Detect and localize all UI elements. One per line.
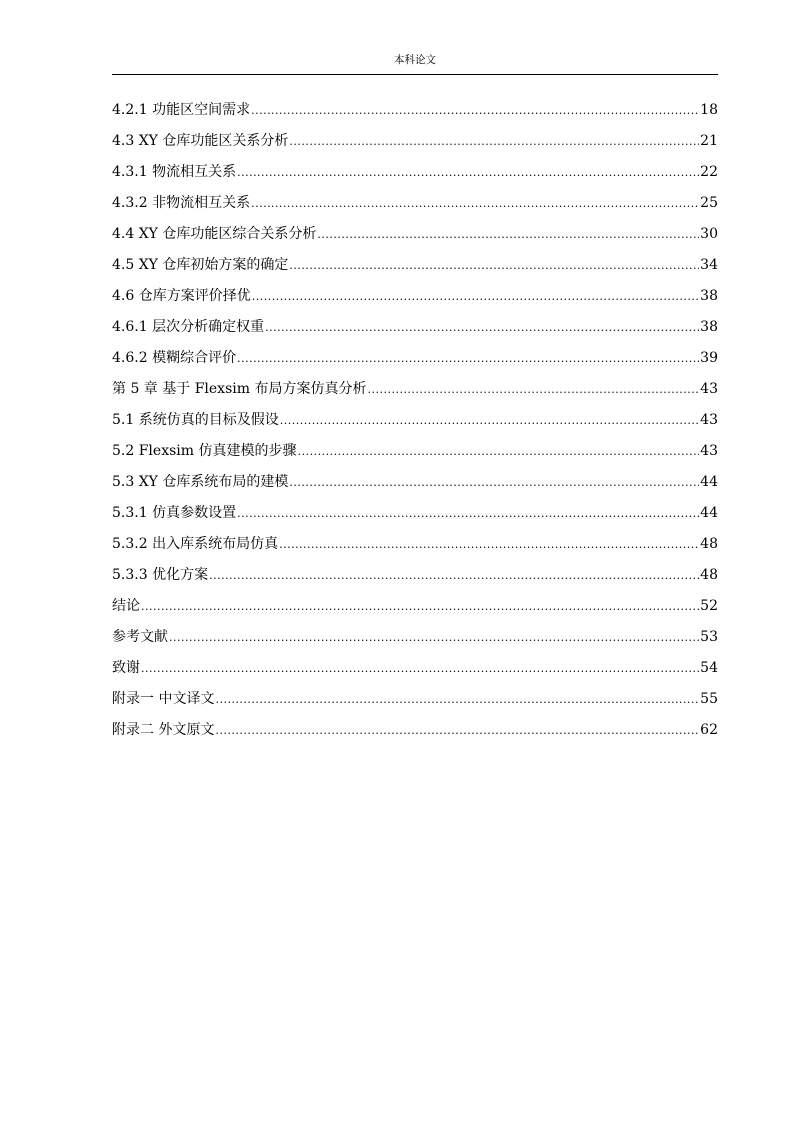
table-of-contents bbox=[112, 100, 718, 751]
toc-entry[interactable] bbox=[112, 224, 718, 255]
toc-leader-dots bbox=[289, 256, 699, 276]
toc-entry[interactable] bbox=[112, 627, 718, 658]
toc-entry-page: 55 bbox=[700, 691, 718, 707]
toc-entry-page: 54 bbox=[700, 660, 718, 676]
toc-entry-page: 52 bbox=[700, 598, 718, 614]
toc-entry[interactable] bbox=[112, 286, 718, 317]
toc-entry-page: 48 bbox=[700, 536, 718, 552]
toc-entry[interactable] bbox=[112, 100, 718, 131]
toc-leader-dots bbox=[237, 504, 699, 524]
toc-entry-label: 5.2 Flexsim 仿真建模的步骤 bbox=[112, 443, 297, 459]
toc-entry-label: 结论 bbox=[112, 598, 140, 614]
toc-entry[interactable] bbox=[112, 658, 718, 689]
toc-leader-dots bbox=[367, 380, 699, 400]
toc-entry-page: 21 bbox=[700, 133, 718, 149]
toc-leader-dots bbox=[280, 411, 699, 431]
toc-entry-label: 参考文献 bbox=[112, 629, 168, 645]
header-title: 本科论文 bbox=[394, 54, 436, 66]
page-header bbox=[112, 52, 718, 75]
toc-entry[interactable] bbox=[112, 689, 718, 720]
toc-entry[interactable] bbox=[112, 441, 718, 472]
toc-entry-label: 4.5 XY 仓库初始方案的确定 bbox=[112, 257, 289, 273]
toc-entry-label: 4.3.2 非物流相互关系 bbox=[112, 195, 251, 211]
toc-leader-dots bbox=[251, 194, 699, 214]
toc-entry[interactable] bbox=[112, 317, 718, 348]
toc-entry-label: 4.3.1 物流相互关系 bbox=[112, 164, 237, 180]
toc-leader-dots bbox=[317, 225, 699, 245]
toc-entry[interactable] bbox=[112, 720, 718, 751]
toc-entry-page: 43 bbox=[700, 412, 718, 428]
toc-leader-dots bbox=[237, 163, 699, 183]
toc-leader-dots bbox=[215, 721, 699, 741]
toc-entry-page: 38 bbox=[700, 288, 718, 304]
toc-entry-label: 第 5 章 基于 Flexsim 布局方案仿真分析 bbox=[112, 381, 367, 397]
toc-entry-label: 4.6.2 模糊综合评价 bbox=[112, 350, 237, 366]
toc-leader-dots bbox=[279, 535, 699, 555]
toc-leader-dots bbox=[215, 690, 699, 710]
toc-entry-label: 4.4 XY 仓库功能区综合关系分析 bbox=[112, 226, 317, 242]
toc-entry-label: 5.3.3 优化方案 bbox=[112, 567, 209, 583]
toc-entry-page: 18 bbox=[700, 102, 718, 118]
toc-entry[interactable] bbox=[112, 255, 718, 286]
toc-entry-page: 44 bbox=[700, 474, 718, 490]
toc-leader-dots bbox=[251, 101, 699, 121]
toc-entry-page: 39 bbox=[700, 350, 718, 366]
toc-leader-dots bbox=[209, 566, 699, 586]
toc-entry-page: 62 bbox=[700, 722, 718, 738]
toc-entry[interactable] bbox=[112, 162, 718, 193]
toc-entry-page: 48 bbox=[700, 567, 718, 583]
toc-leader-dots bbox=[252, 287, 699, 307]
toc-leader-dots bbox=[141, 659, 699, 679]
toc-entry[interactable] bbox=[112, 193, 718, 224]
toc-entry[interactable] bbox=[112, 596, 718, 627]
toc-entry[interactable] bbox=[112, 379, 718, 410]
toc-leader-dots bbox=[141, 597, 699, 617]
toc-entry-label: 附录一 中文译文 bbox=[112, 691, 215, 707]
toc-entry[interactable] bbox=[112, 565, 718, 596]
toc-entry-label: 5.3.1 仿真参数设置 bbox=[112, 505, 237, 521]
toc-entry-label: 5.1 系统仿真的目标及假设 bbox=[112, 412, 279, 428]
toc-entry-page: 44 bbox=[700, 505, 718, 521]
toc-leader-dots bbox=[265, 318, 699, 338]
toc-entry-label: 4.3 XY 仓库功能区关系分析 bbox=[112, 133, 289, 149]
toc-entry-label: 5.3 XY 仓库系统布局的建模 bbox=[112, 474, 289, 490]
toc-entry[interactable] bbox=[112, 534, 718, 565]
toc-leader-dots bbox=[289, 132, 699, 152]
toc-entry[interactable] bbox=[112, 410, 718, 441]
toc-entry[interactable] bbox=[112, 503, 718, 534]
toc-entry-label: 附录二 外文原文 bbox=[112, 722, 215, 738]
toc-leader-dots bbox=[289, 473, 699, 493]
toc-entry-label: 4.6 仓库方案评价择优 bbox=[112, 288, 251, 304]
toc-entry[interactable] bbox=[112, 472, 718, 503]
toc-entry-page: 34 bbox=[700, 257, 718, 273]
toc-entry-label: 致谢 bbox=[112, 660, 140, 676]
toc-entry[interactable] bbox=[112, 131, 718, 162]
toc-entry-label: 5.3.2 出入库系统布局仿真 bbox=[112, 536, 279, 552]
toc-entry-page: 43 bbox=[700, 381, 718, 397]
toc-entry-page: 43 bbox=[700, 443, 718, 459]
toc-leader-dots bbox=[169, 628, 699, 648]
toc-entry-page: 30 bbox=[700, 226, 718, 242]
toc-leader-dots bbox=[297, 442, 699, 462]
toc-leader-dots bbox=[237, 349, 699, 369]
toc-entry-page: 25 bbox=[700, 195, 718, 211]
toc-entry[interactable] bbox=[112, 348, 718, 379]
toc-entry-page: 53 bbox=[700, 629, 718, 645]
toc-entry-page: 38 bbox=[700, 319, 718, 335]
toc-entry-page: 22 bbox=[700, 164, 718, 180]
toc-entry-label: 4.6.1 层次分析确定权重 bbox=[112, 319, 265, 335]
toc-entry-label: 4.2.1 功能区空间需求 bbox=[112, 102, 251, 118]
